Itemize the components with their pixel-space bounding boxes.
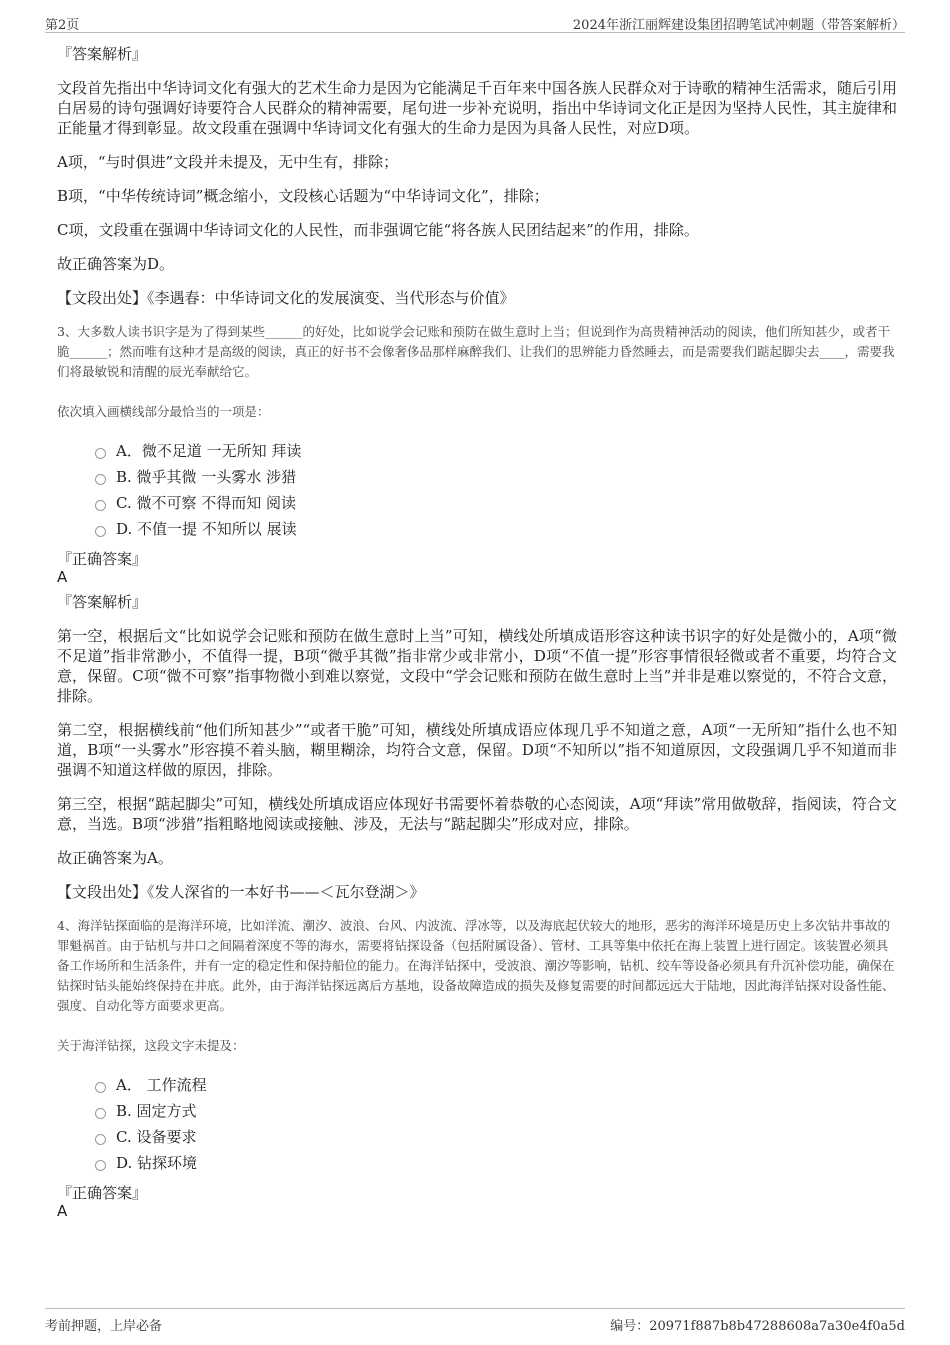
q4-correct-label: 『正确答案』: [57, 1184, 148, 1202]
q3-stem: 3、大多数人读书识字是为了得到某些______的好处，比如说学会记账和预防在做生意时上当；但说到作为高贵精神活动的阅读，他们所知甚少，或者干脆______；然而唯有这种才是高级的阅读，真正的好书不会像奢侈品那样麻醉我们、让我们的思辨能力昏然睡去，而是需要我们踮起脚尖去____，需要我们将最敏锐和清醒的辰光奉献给它。: [57, 324, 895, 379]
page-number: 第2页: [45, 18, 80, 33]
q4-options: [95, 1072, 897, 1176]
option-label: A．微不足道 一无所知 拜读: [116, 442, 302, 460]
q4-stem: 4、海洋钻探面临的是海洋环境，比如洋流、潮汐、波浪、台风、内波流、浮冰等，以及海底起伏较大的地形，恶劣的海洋环境是历史上多次钻井事故的罪魁祸首。由于钻机与井口之间隔着深度不等的海水，需要将钻探设备（包括附属设备）、管材、工具等集中依托在海上装置上进行固定。该装置必须具备工作场所和生活条件，并有一定的稳定性和保持船位的能力。在海洋钻探中，受波浪、潮汐等影响，钻机、绞车等设备必须具有升沉补偿功能，确保在钻探时钻头能始终保持在井底。此外，由于海洋钻探远离后方基地，设备故障造成的损失及修复需要的时间都远远大于陆地，因此海洋钻探对设备性能、强度、自动化等方面要求更高。: [57, 918, 895, 1013]
page-header: [45, 10, 905, 33]
q3-options: [95, 438, 897, 542]
q2-analysis-paragraph: 故正确答案为D。: [57, 255, 175, 273]
q2-analysis-paragraph: B项，“中华传统诗词”概念缩小，文段核心话题为“中华诗词文化”，排除；: [57, 187, 549, 205]
q2-analysis-paragraph: A项，“与时俱进”文段并未提及，无中生有，排除；: [57, 153, 399, 171]
option-label: C. 设备要求: [116, 1128, 197, 1146]
q3-option-c[interactable]: [95, 490, 897, 516]
q3-analysis-label: 『答案解析』: [57, 593, 148, 611]
q3-source: 【文段出处】《发人深省的一本好书——＜瓦尔登湖＞》: [57, 883, 425, 901]
document-title: 2024年浙江丽辉建设集团招聘笔试冲刺题（带答案解析）: [572, 18, 905, 33]
q3-correct-label: 『正确答案』: [57, 550, 148, 568]
option-label: A． 工作流程: [116, 1076, 207, 1094]
q3-option-b[interactable]: [95, 464, 897, 490]
q4-prompt: 关于海洋钻探，这段文字未提及：: [57, 1038, 245, 1053]
option-label: C. 微不可察 不得而知 阅读: [116, 494, 297, 512]
q4-correct-value: A: [57, 1202, 68, 1220]
q4-option-b[interactable]: [95, 1098, 897, 1124]
option-label: B. 固定方式: [116, 1102, 197, 1120]
radio-icon[interactable]: [95, 1082, 106, 1093]
document-id: 编号：20971f887b8b47288608a7a30e4f0a5d: [610, 1319, 905, 1334]
q3-prompt: 依次填入画横线部分最恰当的一项是：: [57, 404, 270, 419]
q4-option-a[interactable]: [95, 1072, 897, 1098]
radio-icon[interactable]: [95, 1160, 106, 1171]
q3-correct-value: A: [57, 568, 68, 586]
q3-analysis-paragraph: 第三空，根据“踮起脚尖”可知，横线处所填成语应体现好书需要怀着恭敬的心态阅读，A项“拜读”常用做敬辞，指阅读，符合文意，当选。B项“涉猎”指粗略地阅读或接触、涉及，无法与“踮起脚尖”形成对应，排除。: [57, 795, 897, 833]
radio-icon[interactable]: [95, 1108, 106, 1119]
q2-analysis-paragraph: 文段首先指出中华诗词文化有强大的艺术生命力是因为它能满足千百年来中国各族人民群众对于诗歌的精神生活需求，随后引用白居易的诗句强调好诗要符合人民群众的精神需要，尾句进一步补充说明，指出中华诗词文化正是因为坚持人民性，其主旋律和正能量才得到彰显。故文段重在强调中华诗词文化有强大的生命力是因为具备人民性，对应D项。: [57, 79, 898, 137]
option-label: D. 钻探环境: [116, 1154, 198, 1172]
q3-analysis-paragraph: 故正确答案为A。: [57, 849, 173, 867]
radio-icon[interactable]: [95, 1134, 106, 1145]
radio-icon[interactable]: [95, 448, 106, 459]
radio-icon[interactable]: [95, 526, 106, 537]
q2-source: 【文段出处】《李遇春：中华诗词文化的发展演变、当代形态与价值》: [57, 289, 515, 307]
q3-analysis-paragraph: 第二空，根据横线前“他们所知甚少”“或者干脆”可知，横线处所填成语应体现几乎不知道之意，A项“一无所知”指什么也不知道，B项“一头雾水”形容摸不着头脑，糊里糊涂，均符合文意，保留。D项“不知所以”指不知道原因，文段强调几乎不知道而非强调不知道这样做的原因，排除。: [57, 721, 897, 779]
q4-option-d[interactable]: [95, 1150, 897, 1176]
q3-analysis-paragraph: 第一空，根据后文“比如说学会记账和预防在做生意时上当”可知，横线处所填成语形容这种读书识字的好处是微小的，A项“微不足道”指非常渺小，不值得一提，B项“微乎其微”指非常少或非常小，D项“不值一提”形容事情很轻微或者不重要，均符合文意，保留。C项“微不可察”指事物微小到难以察觉，文段中“学会记账和预防在做生意时上当”并非是难以察觉的，不符合文意，排除。: [57, 627, 897, 705]
radio-icon[interactable]: [95, 474, 106, 485]
q3-option-a[interactable]: [95, 438, 897, 464]
page-footer: [45, 1308, 905, 1333]
footer-slogan: 考前押题，上岸必备: [45, 1319, 163, 1334]
option-label: B. 微乎其微 一头雾水 涉猎: [116, 468, 297, 486]
q2-analysis-label: 『答案解析』: [57, 45, 148, 63]
radio-icon[interactable]: [95, 500, 106, 511]
q2-analysis-paragraph: C项，文段重在强调中华诗词文化的人民性，而非强调它能“将各族人民团结起来”的作用，排除。: [57, 221, 699, 239]
document-body: [57, 44, 897, 1226]
q4-option-c[interactable]: [95, 1124, 897, 1150]
q3-option-d[interactable]: [95, 516, 897, 542]
option-label: D. 不值一提 不知所以 展读: [116, 520, 297, 538]
